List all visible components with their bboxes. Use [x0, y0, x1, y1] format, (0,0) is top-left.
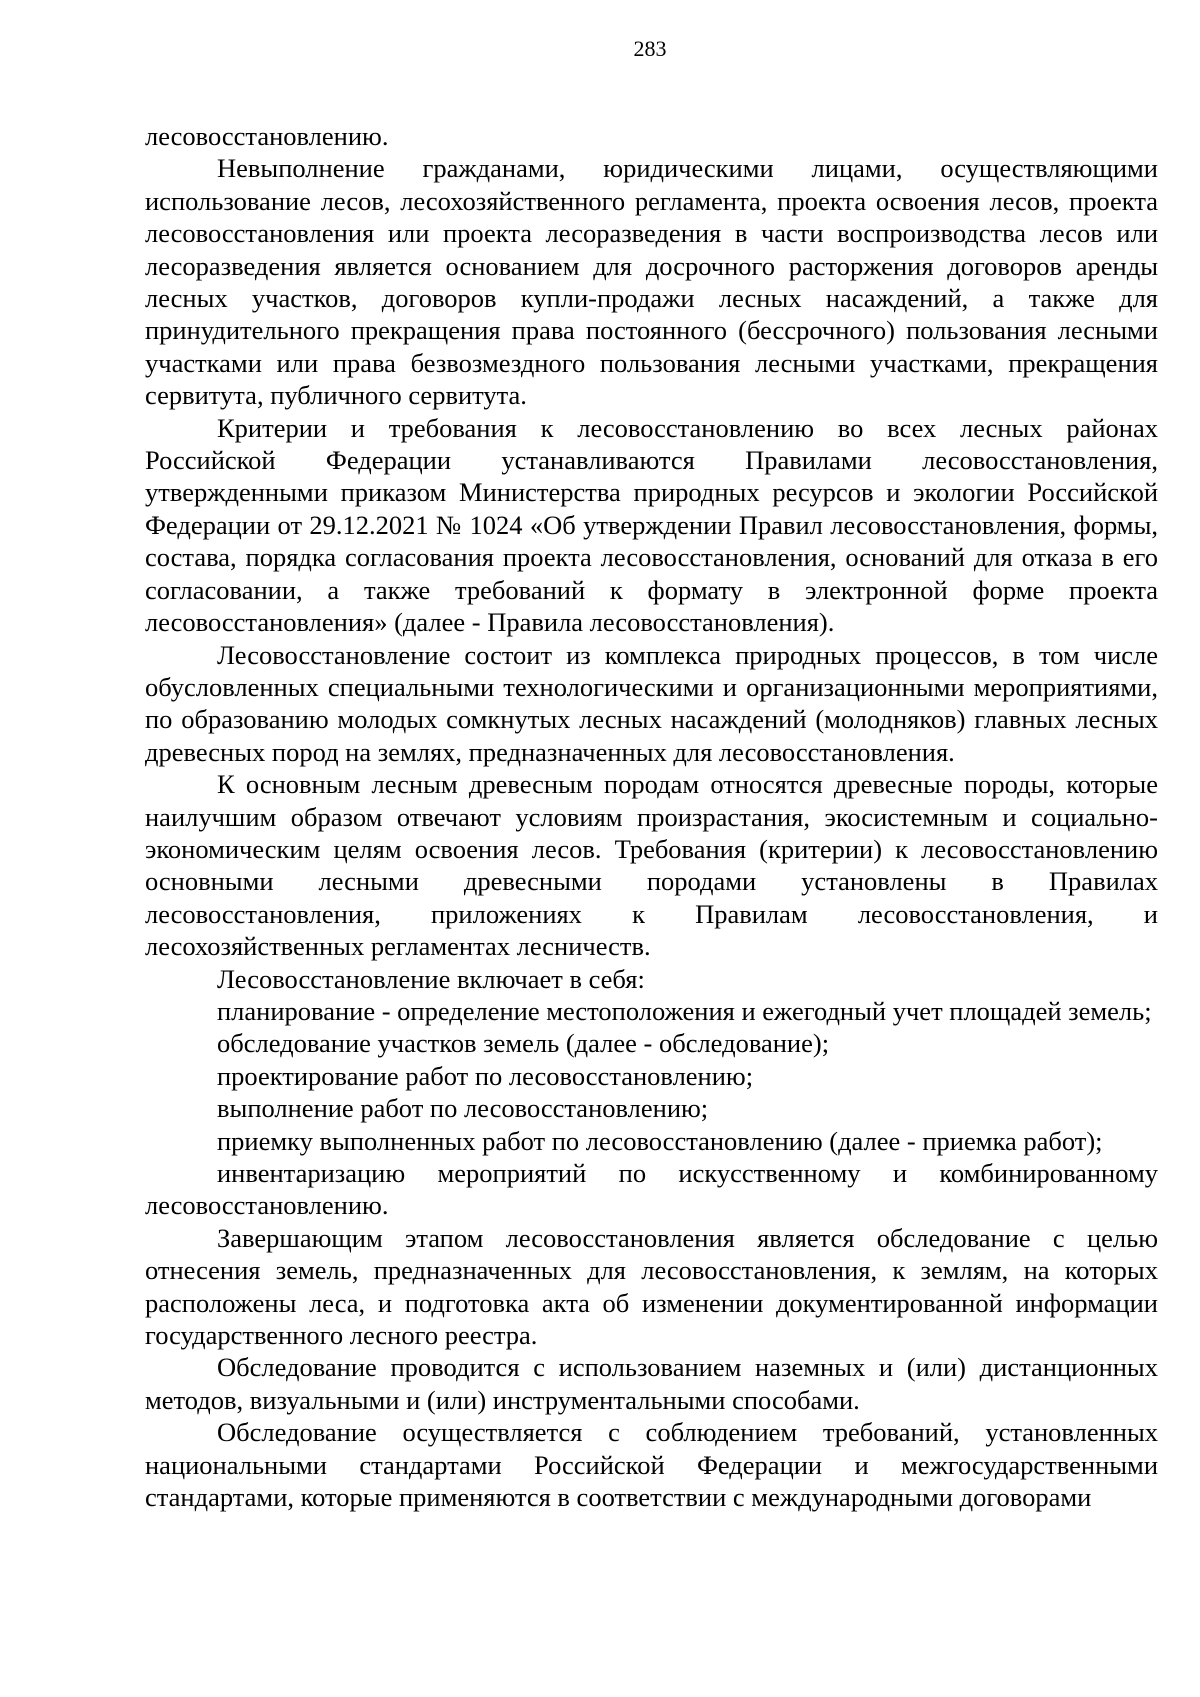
- list-item: инвентаризацию мероприятий по искусственному и комбинированному лесовосстановлению.: [145, 1158, 1158, 1221]
- paragraph: Лесовосстановление состоит из комплекса природных процессов, в том числе обусловленных специальными технологическими и организационными мероприятиями, по образованию молодых сомкнутых лесных насаждений (молодняков) главных лесных древесных пород на землях, предназначенных для лесовосстановления.: [145, 639, 1158, 767]
- list-item: проектирование работ по лесовосстановлению;: [217, 1060, 754, 1091]
- page-number: 283: [633, 36, 667, 61]
- document-body: [145, 120, 1158, 1513]
- paragraph: Критерии и требования к лесовосстановлению во всех лесных районах Российской Федерации устанавливаются Правилами лесовосстановления, утвержденными приказом Министерства природных ресурсов и экологии Российской Федерации от 29.12.2021 № 1024 «Об утверждении Правил лесовосстановления, формы, состава, порядка согласования проекта лесовосстановления, оснований для отказа в его согласовании, а также требований к формату в электронной форме проекта лесовосстановления» (далее - Правила лесовосстановления).: [145, 412, 1158, 638]
- list-item: выполнение работ по лесовосстановлению;: [217, 1093, 709, 1124]
- paragraph: Лесовосстановление включает в себя:: [217, 963, 645, 994]
- paragraph: Обследование проводится с использованием наземных и (или) дистанционных методов, визуальными и (или) инструментальными способами.: [145, 1352, 1158, 1415]
- list-item: приемку выполненных работ по лесовосстановлению (далее - приемка работ);: [217, 1125, 1103, 1156]
- list-item: обследование участков земель (далее - обследование);: [217, 1028, 830, 1059]
- paragraph: Невыполнение гражданами, юридическими лицами, осуществляющими использование лесов, лесохозяйственного регламента, проекта освоения лесов, проекта лесовосстановления или проекта лесоразведения в части воспроизводства лесов или лесоразведения является основанием для досрочного расторжения договоров аренды лесных участков, договоров купли-продажи лесных насаждений, а также для принудительного прекращения права постоянного (бессрочного) пользования лесными участками или права безвозмездного пользования лесными участками, прекращения сервитута, публичного сервитута.: [145, 153, 1158, 411]
- paragraph: лесовосстановлению.: [145, 121, 389, 151]
- paragraph: Обследование осуществляется с соблюдением требований, установленных национальными стандартами Российской Федерации и межгосударственными стандартами, которые применяются в соответствии с международными договорами: [145, 1417, 1158, 1513]
- paragraph: Завершающим этапом лесовосстановления является обследование с целью отнесения земель, предназначенных для лесовосстановления, к землям, на которых расположены леса, и подготовка акта об изменении документированной информации государственного лесного реестра.: [145, 1222, 1158, 1351]
- list-item: планирование - определение местоположения и ежегодный учет площадей земель;: [217, 995, 1152, 1026]
- paragraph: К основным лесным древесным породам относятся древесные породы, которые наилучшим образом отвечают условиям произрастания, экосистемным и социально-экономическим целям освоения лесов. Требования (критерии) к лесовосстановлению основными лесными древесными породами установлены в Правилах лесовосстановления, приложениях к Правилам лесовосстановления, и лесохозяйственных регламентах лесничеств.: [145, 769, 1158, 962]
